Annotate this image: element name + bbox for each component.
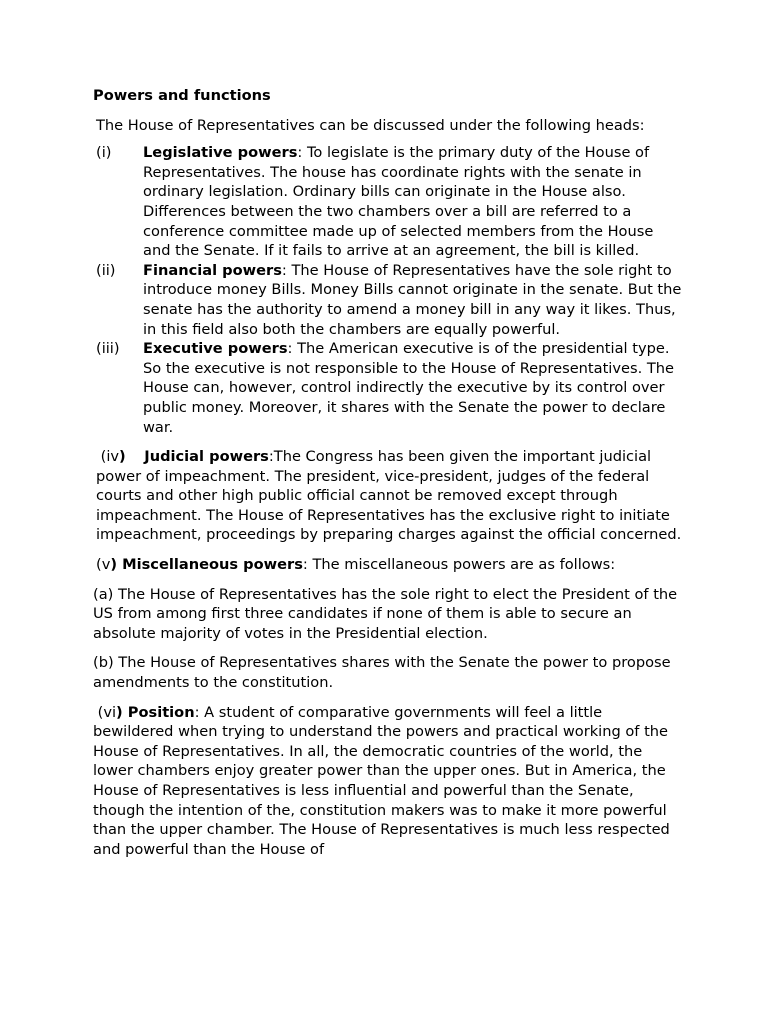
miscellaneous-powers-paragraph [96,555,683,575]
list-item-body [143,261,683,339]
position-number: (vi [93,703,117,721]
list-item-body [143,339,683,437]
list-item-text: : The House of Representatives have the sole right to introduce money Bills. Money Bills cannot originate in the senate. But the senate has the authority to amend a money bill in any way it likes. Thus, in this field also both the chambers are equally powerful. [143,261,682,338]
judicial-number: (iv [100,448,120,466]
judicial-text: :The Congress has been given the important judicial power of impeachment. The president, vice-president, judges of the federal courts and other high public official cannot be removed except through impeachment. The House of Representatives has the exclusive right to initiate impeachment, proceedings by preparing charges against the official concerned. [96,448,682,544]
list-item-executive [93,339,683,437]
list-item-text: : To legislate is the primary duty of the House of Representatives. The house has coordinate rights with the senate in ordinary legislation. Ordinary bills can originate in the House also. Differences between the two chambers over a bill are referred to a conference committee made up of selected members from the House and the Senate. If it fails to arrive at an agreement, the bill is killed. [143,144,654,260]
list-number: (ii) [96,261,116,279]
misc-text: : The miscellaneous powers are as follows: [302,556,616,574]
document-page [93,86,683,869]
judicial-title: Judicial powers [144,448,269,466]
list-item-financial [93,261,683,339]
position-paragraph [93,703,683,860]
misc-number: (v [96,556,111,574]
list-item-title: Legislative powers [143,144,298,162]
judicial-number-close: ) [119,448,126,466]
spacer [93,437,683,447]
position-title: ) Position [116,703,195,721]
judicial-powers-paragraph [96,447,683,545]
list-item-title: Executive powers [143,340,288,358]
list-item-text: : The American executive is of the presidential type. So the executive is not responsible to the House of Representatives. The House can, however, control indirectly the executive by its control over public money. Moreover, it shares with the Senate the power to declare war. [143,340,674,436]
misc-item-b: (b) The House of Representatives shares with the Senate the power to propose amendments to the constitution. [93,654,671,692]
list-number: (i) [96,144,112,162]
position-text: : A student of comparative governments will feel a little bewildered when trying to understand the powers and practical working of the House of Representatives. In all, the democratic countries of the world, the lower chambers enjoy greater power than the upper ones. But in America, the House of Representatives is less influential and powerful than the Senate, though the intention of the, constitution makers was to make it more powerful than the upper chamber. The House of Representatives is much less respected and powerful than the House of [93,703,670,858]
list-item-title: Financial powers [143,261,282,279]
list-number: (iii) [96,340,120,358]
list-item-body [143,143,683,261]
misc-title: ) Miscellaneous powers [110,556,303,574]
list-item-legislative [93,143,683,261]
intro-paragraph: The House of Representatives can be discussed under the following heads: [96,116,645,134]
misc-item-a: (a) The House of Representatives has the sole right to elect the President of the US from among first three candidates if none of them is able to secure an absolute majority of votes in the Presidential election. [93,585,678,642]
section-heading: Powers and functions [93,87,271,104]
